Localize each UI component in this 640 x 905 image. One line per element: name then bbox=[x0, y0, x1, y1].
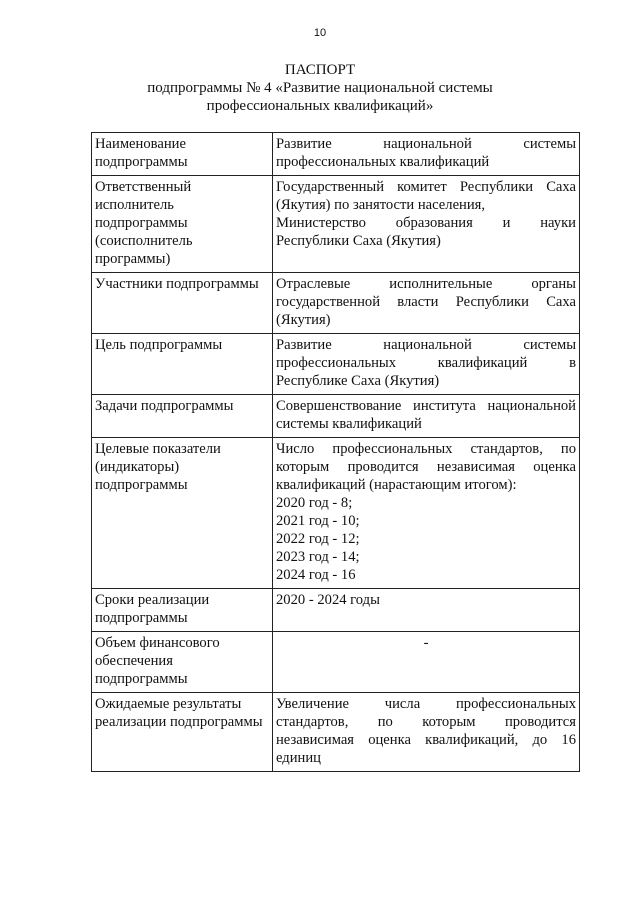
label-line: программы) bbox=[95, 251, 171, 267]
row-label bbox=[92, 589, 273, 632]
value-line: профессиональных квалификаций bbox=[276, 154, 490, 170]
value-line: Отраслевые исполнительные органы bbox=[276, 276, 576, 292]
label-line: реализации подпрограммы bbox=[95, 714, 263, 730]
label-line: (индикаторы) bbox=[95, 459, 180, 475]
table-row-target-indicators bbox=[92, 438, 580, 589]
value-line: 2022 год - 12; bbox=[276, 531, 360, 547]
label-line: подпрограммы bbox=[95, 610, 188, 626]
label-line: Ожидаемые результаты bbox=[95, 696, 242, 712]
value-line: квалификаций (нарастающим итогом): bbox=[276, 477, 517, 493]
label-line: подпрограммы bbox=[95, 215, 188, 231]
label-line: подпрограммы bbox=[95, 671, 188, 687]
value-line: (Якутия) по занятости населения, bbox=[276, 197, 486, 213]
row-label bbox=[92, 273, 273, 334]
page-number: 10 bbox=[313, 27, 327, 39]
table-row-subprogram-name bbox=[92, 133, 580, 176]
row-label bbox=[92, 334, 273, 395]
value-line: Республики Саха (Якутия) bbox=[276, 233, 441, 249]
value-line: Государственный комитет Республики Саха bbox=[276, 179, 576, 195]
document-heading bbox=[0, 61, 640, 115]
row-label bbox=[92, 133, 273, 176]
value-line: Число профессиональных стандартов, по bbox=[276, 441, 576, 457]
value-line: Развитие национальной системы bbox=[276, 337, 576, 353]
row-label bbox=[92, 395, 273, 438]
table-row-funding-volume bbox=[92, 632, 580, 693]
label-line: Цель подпрограммы bbox=[95, 337, 223, 353]
table-row-goal bbox=[92, 334, 580, 395]
value-line: профессиональных квалификаций в bbox=[276, 355, 576, 371]
row-value bbox=[273, 632, 580, 693]
label-line: Задачи подпрограммы bbox=[95, 398, 234, 414]
row-value bbox=[273, 273, 580, 334]
label-line: Целевые показатели bbox=[95, 441, 221, 457]
label-line: (соисполнитель bbox=[95, 233, 193, 249]
table-row-participants bbox=[92, 273, 580, 334]
label-line: обеспечения bbox=[95, 653, 173, 669]
value-line: стандартов, по которым проводится bbox=[276, 714, 576, 730]
row-label bbox=[92, 632, 273, 693]
label-line: Объем финансового bbox=[95, 635, 220, 651]
row-value bbox=[273, 438, 580, 589]
label-line: Участники подпрограммы bbox=[95, 276, 259, 292]
label-line: Сроки реализации bbox=[95, 592, 210, 608]
value-line: государственной власти Республики Саха bbox=[276, 294, 576, 310]
value-line: 2020 год - 8; bbox=[276, 495, 353, 511]
value-line: Республике Саха (Якутия) bbox=[276, 373, 440, 389]
value-line: Увеличение числа профессиональных bbox=[276, 696, 576, 712]
label-line: подпрограммы bbox=[95, 154, 188, 170]
row-label bbox=[92, 438, 273, 589]
value-line: (Якутия) bbox=[276, 312, 331, 328]
value-line: Совершенствование института национальной bbox=[276, 398, 576, 414]
heading-title: ПАСПОРТ bbox=[284, 62, 356, 78]
passport-table bbox=[91, 132, 580, 772]
value-line: 2021 год - 10; bbox=[276, 513, 360, 529]
value-line: 2023 год - 14; bbox=[276, 549, 360, 565]
table-row-expected-results bbox=[92, 693, 580, 772]
row-value bbox=[273, 176, 580, 273]
label-line: исполнитель bbox=[95, 197, 174, 213]
table-row-tasks bbox=[92, 395, 580, 438]
label-line: Наименование bbox=[95, 136, 186, 152]
value-line: Развитие национальной системы bbox=[276, 136, 576, 152]
row-label bbox=[92, 176, 273, 273]
row-value bbox=[273, 395, 580, 438]
row-value bbox=[273, 693, 580, 772]
value-line: 2020 - 2024 годы bbox=[276, 592, 380, 608]
row-value bbox=[273, 334, 580, 395]
value-line: - bbox=[423, 635, 429, 651]
table-row-implementation-period bbox=[92, 589, 580, 632]
value-line: системы квалификаций bbox=[276, 416, 422, 432]
value-line: 2024 год - 16 bbox=[276, 567, 356, 583]
value-line: которым проводится независимая оценка bbox=[276, 459, 576, 475]
label-line: Ответственный bbox=[95, 179, 192, 195]
row-label bbox=[92, 693, 273, 772]
row-value bbox=[273, 133, 580, 176]
label-line: подпрограммы bbox=[95, 477, 188, 493]
row-value bbox=[273, 589, 580, 632]
heading-subtitle-line-2: профессиональных квалификаций» bbox=[206, 98, 434, 114]
heading-subtitle-line-1: подпрограммы № 4 «Развитие национальной системы bbox=[147, 80, 493, 96]
value-line: единиц bbox=[276, 750, 321, 766]
table-row-responsible-executor bbox=[92, 176, 580, 273]
value-line: независимая оценка квалификаций, до 16 bbox=[276, 732, 576, 748]
value-line: Министерство образования и науки bbox=[276, 215, 576, 231]
